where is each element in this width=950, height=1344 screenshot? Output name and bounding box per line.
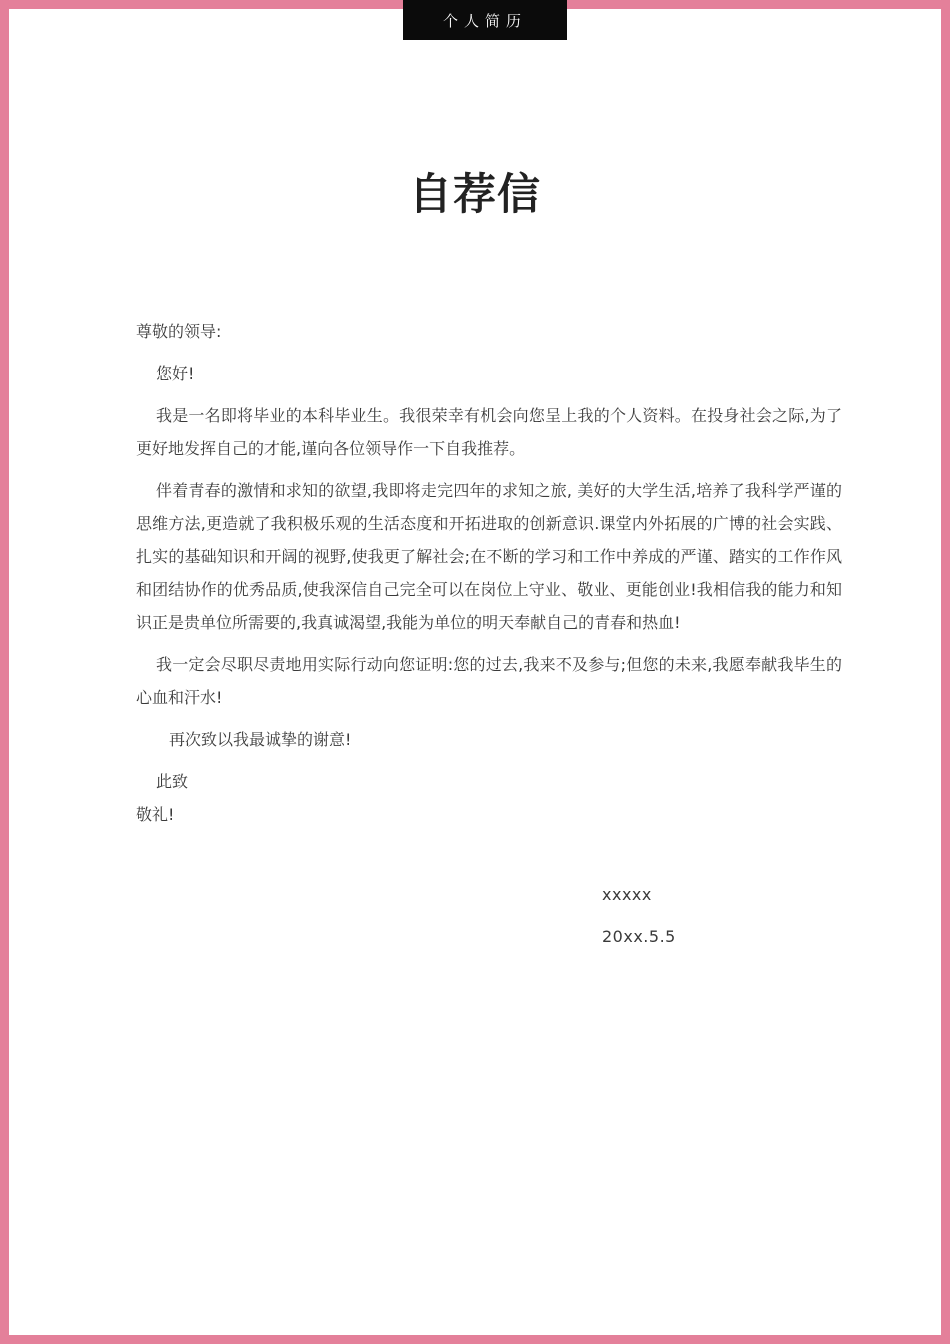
thanks-line: 再次致以我最诚挚的谢意! xyxy=(169,730,352,749)
resume-header-tab xyxy=(403,0,567,40)
closing-line-1: 此致 xyxy=(156,772,189,791)
closing-line-2: 敬礼! xyxy=(136,805,175,824)
letter-paragraph: 伴着青春的激情和求知的欲望,我即将走完四年的求知之旅, 美好的大学生活,培养了我科学严谨的思维方法,更造就了我积极乐观的生活态度和开拓进取的创新意识.课堂内外拓展的广博的社会实践、扎实的基础知识和开阔的视野,使我更了解社会;在不断的学习和工作中养成的严谨、踏实的工作作风和团结协作的优秀品质,使我深信自己完全可以在岗位上守业、敬业、更能创业!我相信我的能力和知识正是贵单位所需要的,我真诚渴望,我能为单位的明天奉献自己的青春和热血! xyxy=(136,481,842,632)
header-tab-label: 个人简历 xyxy=(442,11,527,30)
salutation: 尊敬的领导: xyxy=(136,322,222,341)
signature-date: 20xx.5.5 xyxy=(602,927,676,946)
page-title: 自荐信 xyxy=(409,170,541,220)
letter-paragraph: 我一定会尽职尽责地用实际行动向您证明:您的过去,我来不及参与;但您的未来,我愿奉献我毕生的心血和汗水! xyxy=(136,655,842,707)
signature-name: xxxxx xyxy=(602,885,652,904)
letter-paragraph: 我是一名即将毕业的本科毕业生。我很荣幸有机会向您呈上我的个人资料。在投身社会之际,为了更好地发挥自己的才能,谨向各位领导作一下自我推荐。 xyxy=(136,406,842,458)
greeting: 您好! xyxy=(156,364,195,383)
letter-body xyxy=(136,315,842,831)
